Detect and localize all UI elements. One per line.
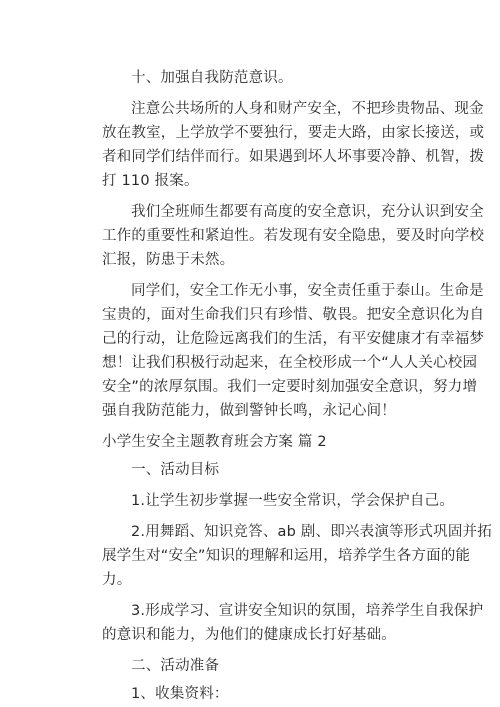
section-heading-10: 十、加强自我防范意识。 <box>131 70 293 86</box>
section-title: 小学生安全主题教育班会方案 篇 2 <box>102 434 327 450</box>
paragraph-line: 强自我防范能力，做到警钟长鸣，永记心间！ <box>102 403 396 419</box>
subheading-goals: 一、活动目标 <box>131 462 220 478</box>
paragraph-line: 力。 <box>102 572 132 588</box>
list-item: 3.形成学习、宣讲安全知识的氛围，培养学生自我保护 <box>131 603 484 619</box>
list-item: 1、收集资料： <box>131 686 229 702</box>
paragraph-line: 我们全班师生都要有高度的安全意识，充分认识到安全 <box>131 204 484 220</box>
paragraph-line: 己的行动，让危险远离我们的生活，有平安健康才有幸福梦 <box>102 331 485 347</box>
list-item: 1.让学生初步掌握一些安全常识，学会保护自己。 <box>131 493 454 509</box>
paragraph-line: 宝贵的，面对生命我们只有珍惜、敬畏。把安全意识化为自 <box>102 307 485 323</box>
paragraph-line: 想！让我们积极行动起来，在全校形成一个“人人关心校园 <box>102 355 478 371</box>
paragraph-line: 者和同学们结伴而行。如果遇到坏人坏事要冷静、机智，拨 <box>102 149 485 165</box>
paragraph-line: 同学们，安全工作无小事，安全责任重于泰山。生命是 <box>131 283 484 299</box>
paragraph-line: 打 110 报案。 <box>102 173 199 189</box>
list-item: 2.用舞蹈、知识竞答、ab 剧、即兴表演等形式巩固并拓 <box>131 524 492 540</box>
paragraph-line: 汇报，防患于未然。 <box>102 252 235 268</box>
paragraph-line: 的意识和能力，为他们的健康成长打好基础。 <box>102 627 396 643</box>
paragraph-line: 放在教室，上学放学不要独行，要走大路，由家长接送，或 <box>102 125 485 141</box>
paragraph-line: 工作的重要性和紧迫性。若发现有安全隐患，要及时向学校 <box>102 228 485 244</box>
paragraph-line: 注意公共场所的人身和财产安全，不把珍贵物品、现金 <box>131 101 484 117</box>
subheading-preparation: 二、活动准备 <box>131 658 220 674</box>
paragraph-line: 安全”的浓厚氛围。我们一定要时刻加强安全意识，努力增 <box>102 379 478 395</box>
paragraph-line: 展学生对“安全”知识的理解和运用，培养学生各方面的能 <box>102 548 471 564</box>
